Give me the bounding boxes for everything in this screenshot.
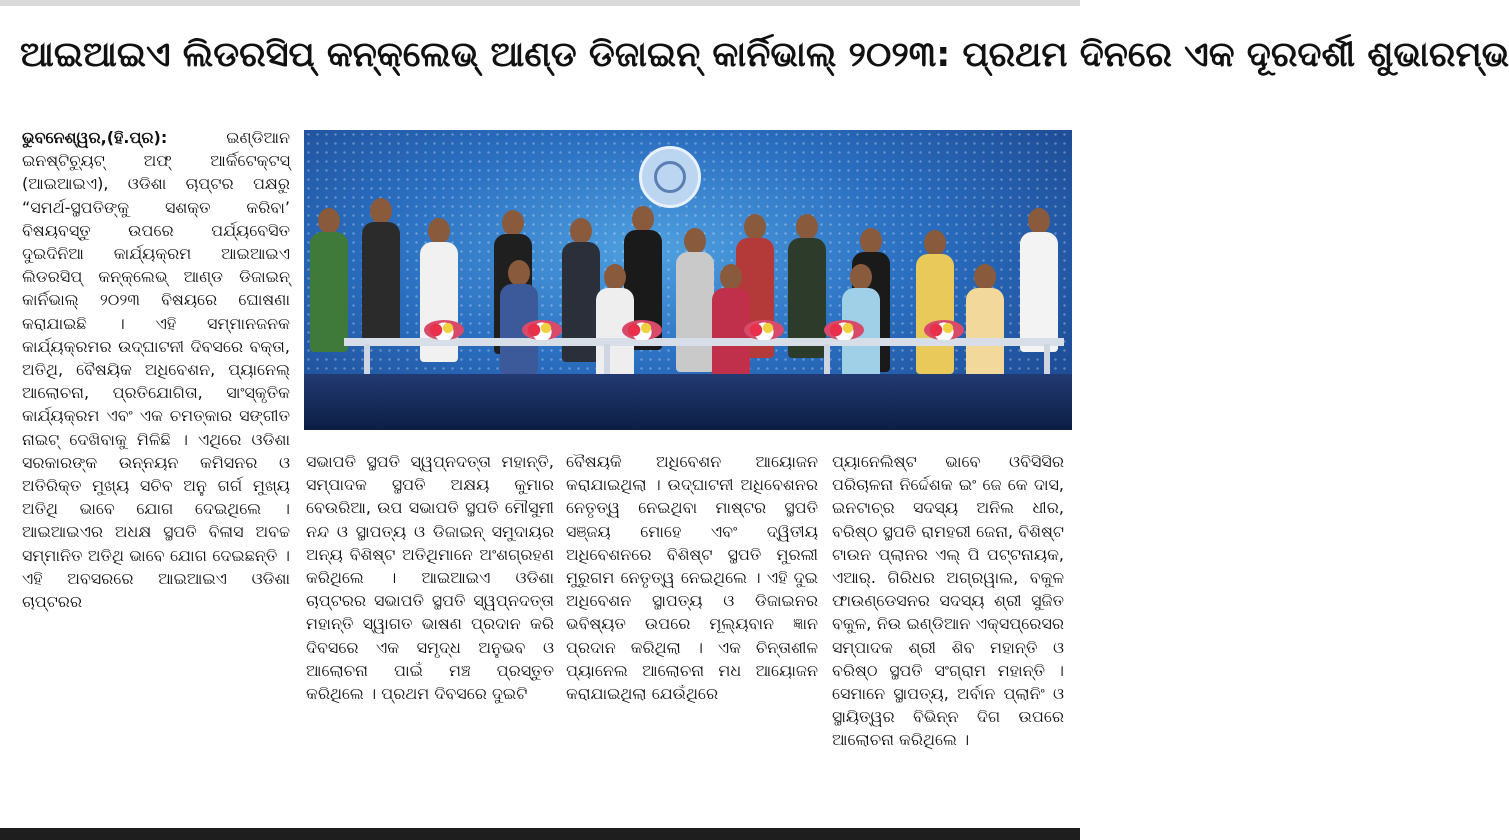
bottom-rule (0, 828, 1080, 840)
flower-bouquet (522, 320, 562, 340)
emblem-logo (639, 146, 701, 208)
article-column-3: ବୈଷୟକି ଅଧିବେଶନ ଆୟୋଜନ କରାଯାଇଥିଲା । ଉଦ୍‌ଘାଟନୀ ଅଧିବେଶନର ନେତୃତ୍ୱ ନେଇଥିବା ମାଷ୍ଟର ସ୍ଥପତି ସଞ୍ଜୟ ମୋହେ ଏବଂ ଦ୍ୱିତୀୟ ଅଧିବେଶନରେ ବିଶିଷ୍ଟ ସ୍ଥପତି ମୁରଲୀ ମୁରୁଗମ ନେତୃତ୍ୱ ନେଇଥିଲେ । ଏହି ଦୁଇ ଅଧିବେଶନ ସ୍ଥାପତ୍ୟ ଓ ଡିଜାଇନର ଭବିଷ୍ୟତ ଉପରେ ମୂଲ୍ୟବାନ ଜ୍ଞାନ ପ୍ରଦାନ କରିଥିଲା । ଏକ ଚିନ୍ତାଶୀଳ ପ୍ୟାନେଲ ଆଲୋଚନା ମଧ ଆୟୋଜନ କରାଯାଇଥିଲା ଯେଉଁଥିରେ (566, 452, 818, 704)
article-column-4: ପ୍ୟାନେଲିଷ୍ଟ ଭାବେ ଓବିସିସିର ପରିଚାଳନା ନିର୍ଦ୍ଦେଶକ ଇଂ ଜେ କେ ଦାସ, ଇନଟାଚ୍‌ର ସଦସ୍ୟ ଅନିଲ ଧୀର, ବରିଷ୍ଠ ସ୍ଥପତି ରାମହରୀ ଜେନା, ବିଶିଷ୍ଟ ଟାଉନ ପ୍ଲାନର ଏଲ୍ ପି ପଟ୍ଟନାୟକ, ଏଆର୍. ଗିରିଧର ଅଗ୍ରୱାଲ, ବକୁଳ ଫାଉଣ୍ଡେସନର ସଦସ୍ୟ ଶ୍ରୀ ସୁଜିତ ବକୁଳ, ନିଉ ଇଣ୍ଡିଆନ ଏକ୍ସପ୍ରେସର ସମ୍ପାଦକ ଶ୍ରୀ ଶିବ ମହାନ୍ତି ଓ ବରିଷ୍ଠ ସ୍ଥପତି ସଂଗ୍ରାମ ମହାନ୍ତି । ସେମାନେ ସ୍ଥାପତ୍ୟ, ଅର୍ବାନ ପ୍ଲାନିଂ ଓ ସ୍ଥାୟିତ୍ୱର ବିଭିନ୍ନ ଦିଗ ଉପରେ ଆଲୋଚନା କରିଥିଲେ । (832, 452, 1064, 750)
flower-bouquet (622, 320, 662, 340)
column-1-text: ଇଣ୍ଡିଆନ ଇନଷ୍ଟିଚ୍ୟୁଟ୍ ଅଫ୍ ଆର୍କିଟେକ୍ଟସ୍ (ଆଇଆଇଏ), ଓଡିଶା ଚାପ୍ଟର ପକ୍ଷରୁ “ସମର୍ଥ-ସ୍ଥପତିଙ୍କୁ ସଶକ୍ତ କରିବା’ ବିଷୟବସ୍ତୁ ଉପରେ ପର୍ଯ୍ୟବେସିତ ଦୁଇଦିନିଆ କାର୍ଯ୍ୟକ୍ରମ ଆଇଆଇଏ ଲିଡରସିପ୍ କନ୍‌କ୍ଲେଭ୍ ଆଣ୍ଡ ଡିଜାଇନ୍ କାର୍ନିଭାଲ୍ ୨୦୨୩ ବିଷୟରେ ଘୋଷଣା କରାଯାଇଛି । ଏହି ସମ୍ମାନଜନକ କାର୍ଯ୍ୟକ୍ରମର ଉଦ୍‌ଘାଟନୀ ଦିବସରେ ବକ୍ତା, ଅତିଥି, ବୈଷୟିକ ଅଧିବେଶନ, ପ୍ୟାନେଲ୍ ଆଲୋଚନା, ପ୍ରତିଯୋଗିତା, ସାଂସ୍କୃତିକ କାର୍ଯ୍ୟକ୍ରମ ଏବଂ ଏକ ଚମତ୍କାର ସଙ୍ଗୀତ ନାଇଟ୍ ଦେଖିବାକୁ ମିଳିଛି । ଏଥିରେ ଓଡିଶା ସରକାରଙ୍କ ଉନ୍ନୟନ କମିସନର ଓ ଅତିରିକ୍ତ ମୁଖ୍ୟ ସଚିବ ଅନୁ ଗର୍ଗ ମୁଖ୍ୟ ଅତିଥି ଭାବେ ଯୋଗ ଦେଇଥିଲେ । ଆଇଆଇଏର ଅଧକ୍ଷ ସ୍ଥପତି ବିଳାସ ଅବଚ୍ଚ ସମ୍ମାନିତ ଅତିଥି ଭାବେ ଯୋଗ ଦେଇଛନ୍ତି । ଏହି ଅବସରରେ ଆଇଆଇଏ ଓଡିଶା ଚାପ୍ଟରର (22, 128, 290, 612)
event-photo (304, 130, 1072, 430)
headline: ଆଇଆଇଏ ଲିଡରସିପ୍ କନ୍‌କ୍ଲେଭ୍ ଆଣ୍ଡ ଡିଜାଇନ୍ କାର୍ନିଭାଲ୍ ୨୦୨୩: ପ୍ରଥମ ଦିନରେ ଏକ ଦୂରଦର୍ଶୀ ଶୁଭାରମ୍ଭ (20, 35, 1509, 75)
flower-bouquet (424, 320, 464, 340)
flower-bouquet (744, 320, 784, 340)
stage-floor (304, 374, 1072, 430)
flower-bouquet (824, 320, 864, 340)
article-column-1 (22, 126, 290, 816)
dateline: ଭୁବନେଶ୍ୱର,(ହି.ପ୍ର): (22, 128, 168, 147)
article-column-2: ସଭାପତି ସ୍ଥପତି ସ୍ୱପ୍ନଦତ୍ତା ମହାନ୍ତି, ସମ୍ପାଦକ ସ୍ଥପତି ଅକ୍ଷୟ କୁମାର ବେଉରିଆ, ଉପ ସଭାପତି ସ୍ଥପତି ମୌସୁମୀ ନନ୍ଦ ଓ ସ୍ଥାପତ୍ୟ ଓ ଡିଜାଇନ୍ ସମୁଦାୟର ଅନ୍ୟ ବିଶିଷ୍ଟ ଅତିଥିମାନେ ଅଂଶଗ୍ରହଣ କରିଥିଲେ । ଆଇଆଇଏ ଓଡିଶା ଚାପ୍ଟରର ସଭାପତି ସ୍ଥପତି ସ୍ୱପ୍ନଦତ୍ତା ମହାନ୍ତି ସ୍ୱାଗତ ଭାଷଣ ପ୍ରଦାନ କରି ଦିବସରେ ଏକ ସମୃଦ୍ଧ ଅନୁଭବ ଓ ଆଲୋଚନା ପାଇଁ ମଞ୍ଚ ପ୍ରସ୍ତୁତ କରିଥିଲେ । ପ୍ରଥମ ଦିବସରେ ଦୁଇଟି (306, 452, 554, 704)
top-rule (0, 0, 1080, 6)
flower-bouquet (924, 320, 964, 340)
stage-table (344, 338, 1064, 346)
